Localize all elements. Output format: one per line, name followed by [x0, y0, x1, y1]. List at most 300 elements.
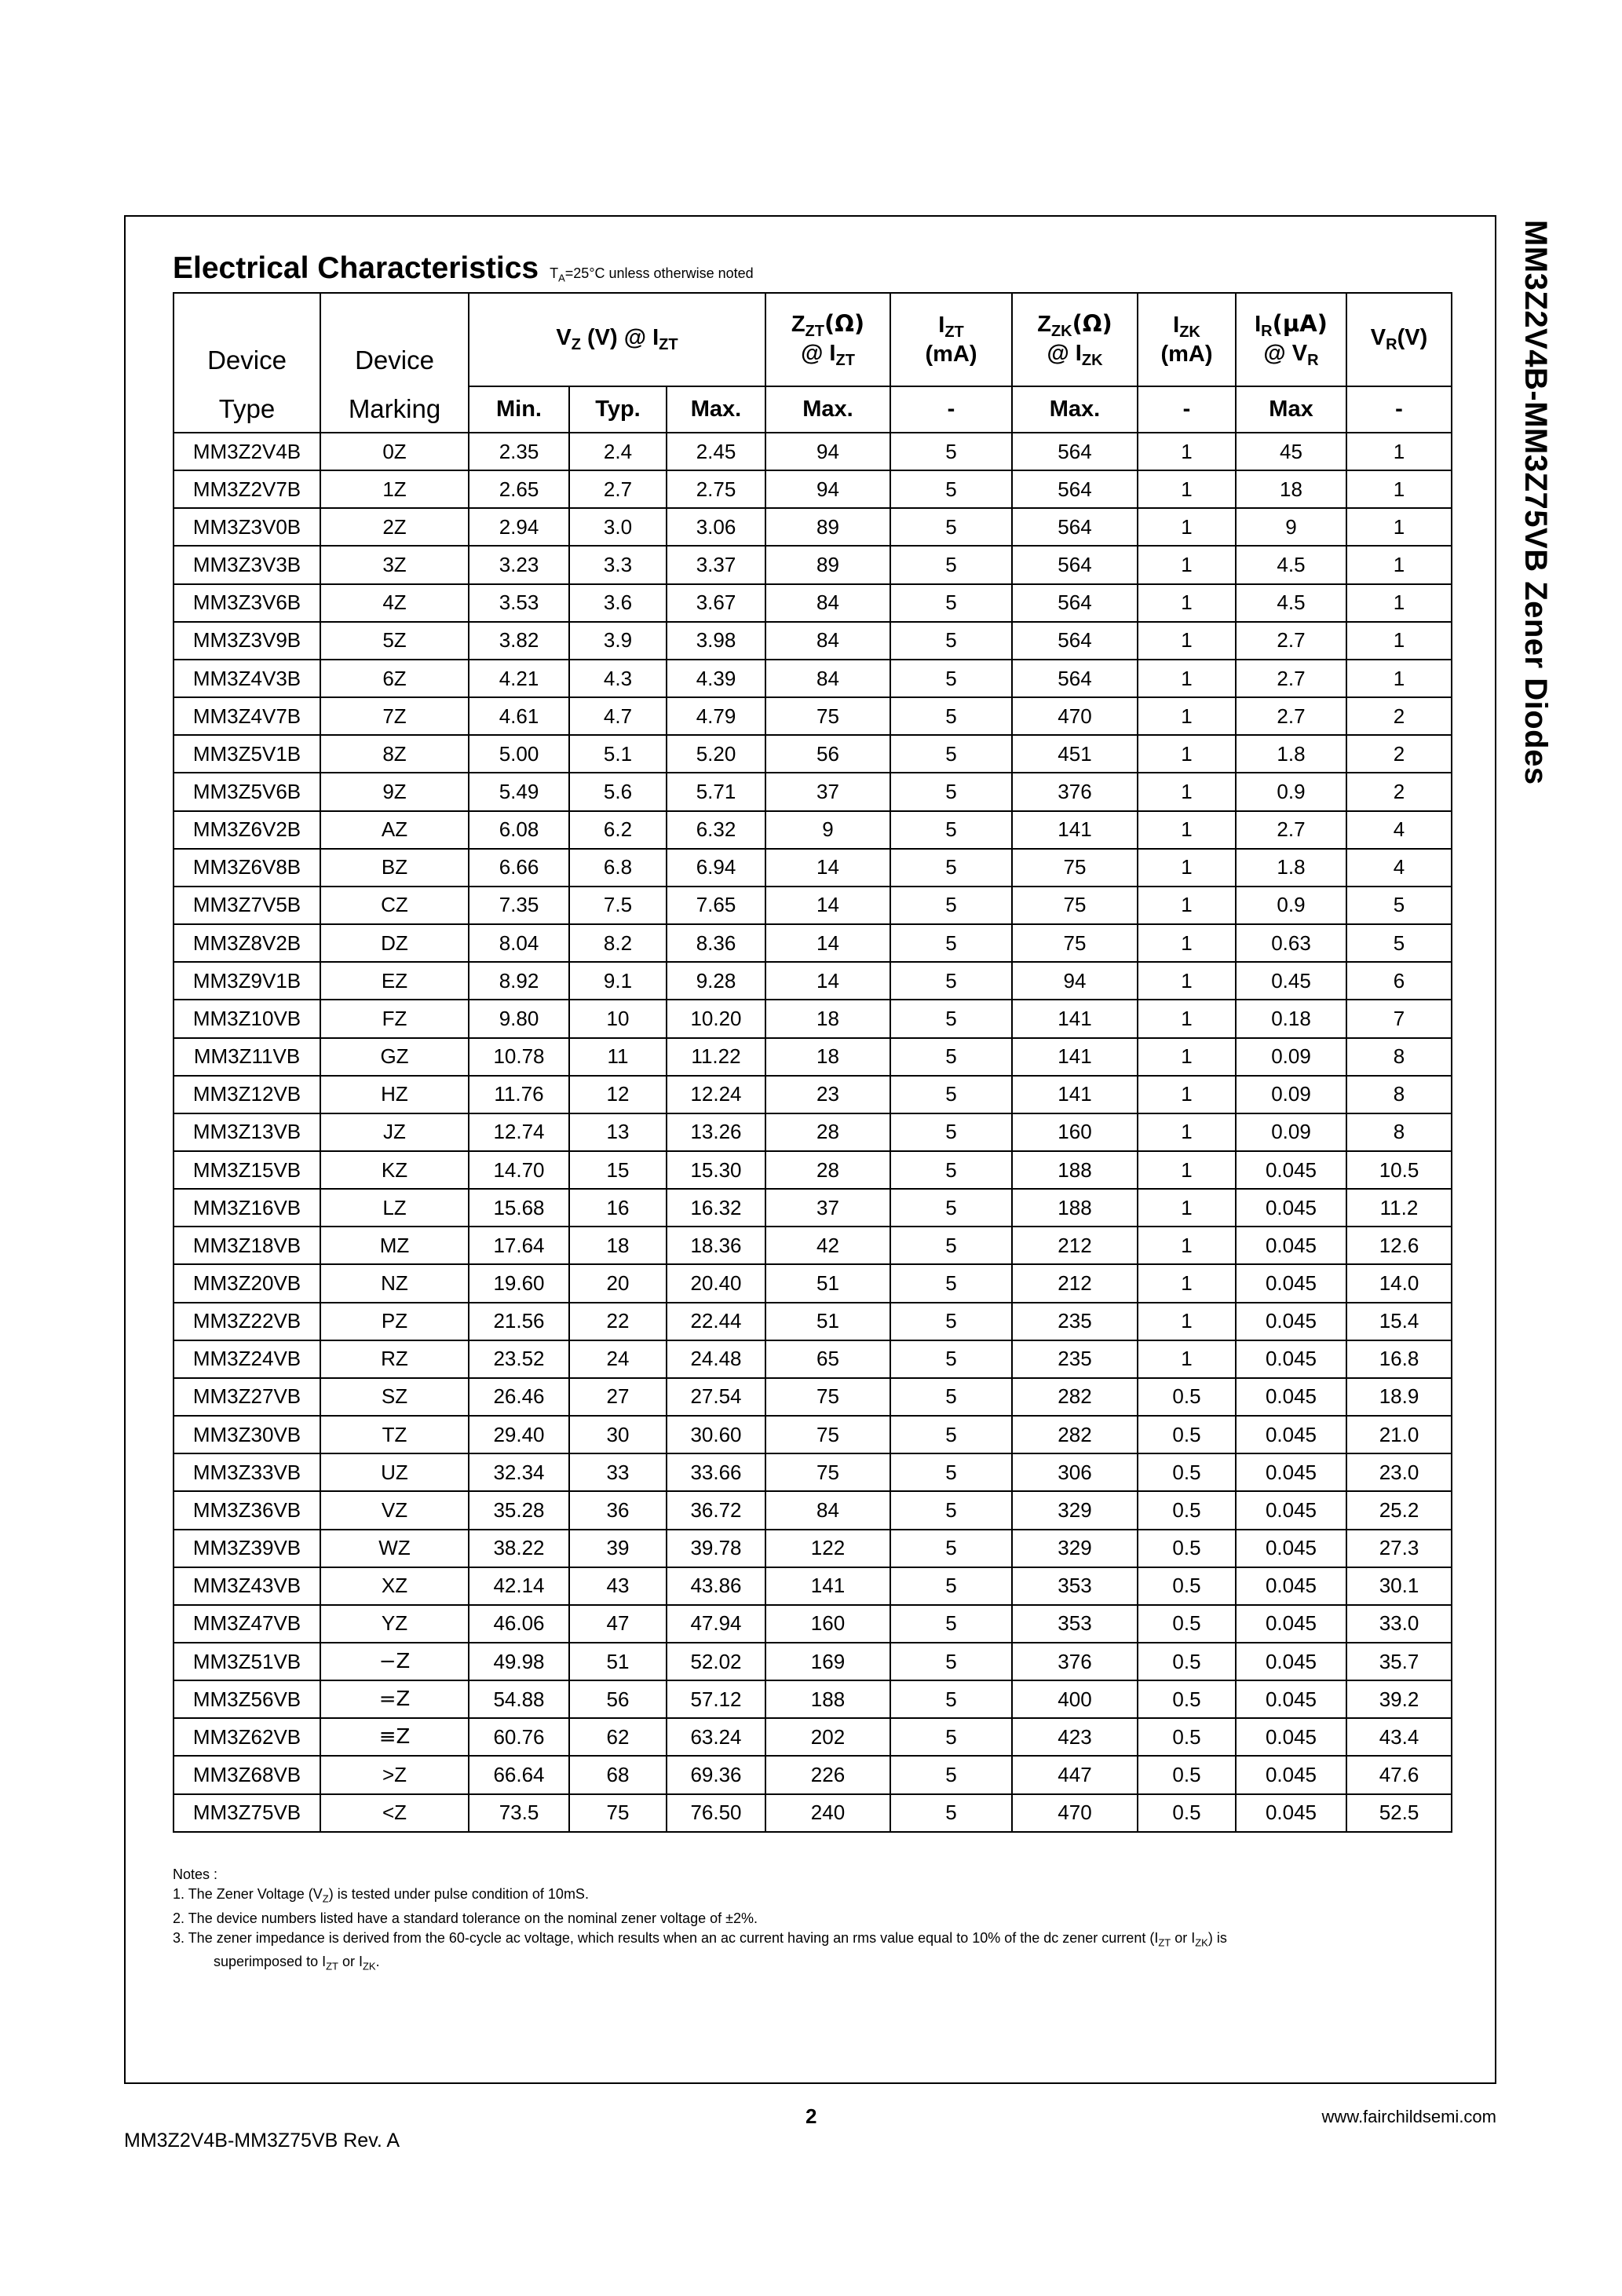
cell-zzt-max: 226: [765, 1756, 890, 1793]
cell-device-type: MM3Z68VB: [174, 1756, 320, 1793]
cell-vz-typ: 3.0: [569, 508, 667, 546]
cell-vz-max: 57.12: [667, 1680, 765, 1718]
cell-zzk-max: 329: [1012, 1530, 1138, 1567]
cell-vz-min: 21.56: [469, 1303, 569, 1340]
cell-izt: 5: [890, 924, 1012, 962]
cell-ir-max: 0.045: [1236, 1794, 1346, 1832]
cell-vz-max: 6.94: [667, 849, 765, 887]
vz-sub2: ZT: [659, 336, 678, 353]
cell-device-type: MM3Z7V5B: [174, 887, 320, 924]
cell-vz-max: 2.45: [667, 433, 765, 470]
cell-zzk-max: 212: [1012, 1264, 1138, 1302]
cell-izk: 1: [1138, 1038, 1236, 1076]
cell-izt: 5: [890, 962, 1012, 1000]
cell-izk: 1: [1138, 773, 1236, 810]
cell-vr: 43.4: [1346, 1718, 1452, 1756]
cell-vz-typ: 4.7: [569, 697, 667, 735]
cell-zzk-max: 376: [1012, 773, 1138, 810]
cell-izt: 5: [890, 1453, 1012, 1491]
cell-zzk-max: 160: [1012, 1113, 1138, 1151]
cell-vz-min: 10.78: [469, 1038, 569, 1076]
cell-zzt-max: 56: [765, 735, 890, 773]
header-ir-max: Max: [1236, 386, 1346, 433]
cell-ir-max: 0.18: [1236, 1000, 1346, 1037]
table-row: [174, 1189, 1452, 1227]
cell-vz-min: 29.40: [469, 1416, 569, 1453]
cell-vz-typ: 68: [569, 1756, 667, 1793]
cell-vz-min: 3.53: [469, 584, 569, 622]
electrical-characteristics-table: [173, 292, 1452, 1833]
cell-ir-max: 4.5: [1236, 546, 1346, 583]
cell-ir-max: 0.045: [1236, 1491, 1346, 1529]
cell-vz-typ: 18: [569, 1227, 667, 1264]
cell-vz-max: 39.78: [667, 1530, 765, 1567]
cell-izt: 5: [890, 1264, 1012, 1302]
cell-vz-max: 69.36: [667, 1756, 765, 1793]
cell-izk: 1: [1138, 1189, 1236, 1227]
cell-ir-max: 0.045: [1236, 1151, 1346, 1189]
cell-izt: 5: [890, 470, 1012, 508]
vz-symbol: V: [556, 325, 572, 350]
cell-zzt-max: 65: [765, 1340, 890, 1378]
cell-izk: 0.5: [1138, 1567, 1236, 1605]
cond-prefix: T: [550, 265, 559, 281]
cell-izk: 1: [1138, 1000, 1236, 1037]
cell-device-marking: 0Z: [320, 433, 469, 470]
note-3-c: ) is: [1207, 1929, 1227, 1946]
cell-ir-max: 0.9: [1236, 773, 1346, 810]
cell-vr: 1: [1346, 546, 1452, 583]
table-row: [174, 811, 1452, 849]
ir-line2-sub: R: [1307, 351, 1319, 369]
cell-vz-typ: 30: [569, 1416, 667, 1453]
vr-sub: R: [1386, 336, 1397, 353]
cell-zzk-max: 235: [1012, 1340, 1138, 1378]
cell-device-type: MM3Z4V7B: [174, 697, 320, 735]
zzt-line2-sub: ZT: [835, 351, 855, 369]
cell-izk: 0.5: [1138, 1378, 1236, 1416]
cell-izk: 1: [1138, 1113, 1236, 1151]
table-row: [174, 1756, 1452, 1793]
cell-vr: 23.0: [1346, 1453, 1452, 1491]
cell-device-type: MM3Z6V2B: [174, 811, 320, 849]
cell-device-marking: XZ: [320, 1567, 469, 1605]
cell-izk: 1: [1138, 1076, 1236, 1113]
cell-device-type: MM3Z5V1B: [174, 735, 320, 773]
cell-zzt-max: 84: [765, 1491, 890, 1529]
cell-izt: 5: [890, 1340, 1012, 1378]
cell-zzk-max: 141: [1012, 1038, 1138, 1076]
table-row: [174, 1416, 1452, 1453]
notes-title: Notes :: [173, 1866, 218, 1882]
note-1-sub: Z: [322, 1892, 329, 1905]
cell-zzt-max: 14: [765, 849, 890, 887]
cell-vr: 10.5: [1346, 1151, 1452, 1189]
cell-ir-max: 9: [1236, 508, 1346, 546]
table-row: [174, 546, 1452, 583]
header-izk: [1138, 293, 1236, 386]
cell-device-marking: CZ: [320, 887, 469, 924]
cell-device-type: MM3Z12VB: [174, 1076, 320, 1113]
cell-izk: 0.5: [1138, 1491, 1236, 1529]
cell-device-marking: RZ: [320, 1340, 469, 1378]
cell-ir-max: 0.045: [1236, 1567, 1346, 1605]
cell-device-marking: SZ: [320, 1378, 469, 1416]
cell-device-type: MM3Z10VB: [174, 1000, 320, 1037]
header-device-marking-line1: Device: [355, 345, 434, 375]
cell-vz-typ: 43: [569, 1567, 667, 1605]
cell-izk: 1: [1138, 584, 1236, 622]
cell-vr: 14.0: [1346, 1264, 1452, 1302]
note-3: [173, 1929, 1227, 1953]
cell-izk: 0.5: [1138, 1756, 1236, 1793]
cell-vz-typ: 20: [569, 1264, 667, 1302]
cell-vz-min: 2.94: [469, 508, 569, 546]
cell-vr: 33.0: [1346, 1605, 1452, 1643]
cell-vr: 35.7: [1346, 1643, 1452, 1680]
cell-ir-max: 0.45: [1236, 962, 1346, 1000]
cell-ir-max: 0.9: [1236, 887, 1346, 924]
header-izk-dash: -: [1138, 386, 1236, 433]
cell-device-type: MM3Z18VB: [174, 1227, 320, 1264]
table-row: [174, 1718, 1452, 1756]
note-1: [173, 1885, 1227, 1909]
cell-zzk-max: 188: [1012, 1151, 1138, 1189]
cell-ir-max: 0.045: [1236, 1189, 1346, 1227]
cell-vr: 8: [1346, 1038, 1452, 1076]
cell-zzt-max: 51: [765, 1264, 890, 1302]
cell-device-marking: GZ: [320, 1038, 469, 1076]
section-heading: [173, 251, 754, 286]
vz-sub: Z: [571, 336, 581, 353]
cell-izt: 5: [890, 1530, 1012, 1567]
cell-izt: 5: [890, 1567, 1012, 1605]
cell-vz-min: 66.64: [469, 1756, 569, 1793]
cell-izt: 5: [890, 1076, 1012, 1113]
header-min: Min.: [469, 386, 569, 433]
cell-device-type: MM3Z3V0B: [174, 508, 320, 546]
header-device-marking: [320, 293, 469, 386]
header-zzk: [1012, 293, 1138, 386]
cell-vz-typ: 24: [569, 1340, 667, 1378]
cell-device-marking: BZ: [320, 849, 469, 887]
cell-vr: 18.9: [1346, 1378, 1452, 1416]
cell-ir-max: 0.045: [1236, 1530, 1346, 1567]
cell-izk: 1: [1138, 924, 1236, 962]
table-row: [174, 1794, 1452, 1832]
cell-zzk-max: 141: [1012, 811, 1138, 849]
table-row: [174, 697, 1452, 735]
cell-vz-typ: 16: [569, 1189, 667, 1227]
cell-zzk-max: 451: [1012, 735, 1138, 773]
cell-device-marking: =Z: [320, 1680, 469, 1718]
cell-izk: 1: [1138, 660, 1236, 697]
cell-device-marking: NZ: [320, 1264, 469, 1302]
cell-zzt-max: 89: [765, 508, 890, 546]
cell-device-marking: UZ: [320, 1453, 469, 1491]
table-row: [174, 1303, 1452, 1340]
cell-vr: 8: [1346, 1113, 1452, 1151]
cell-izt: 5: [890, 735, 1012, 773]
cell-device-type: MM3Z20VB: [174, 1264, 320, 1302]
cell-vz-max: 9.28: [667, 962, 765, 1000]
cell-device-marking: HZ: [320, 1076, 469, 1113]
cell-vz-max: 63.24: [667, 1718, 765, 1756]
cell-zzk-max: 423: [1012, 1718, 1138, 1756]
cell-vr: 2: [1346, 735, 1452, 773]
note-3-continued: [173, 1952, 1227, 1976]
cell-zzk-max: 470: [1012, 1794, 1138, 1832]
cell-vz-max: 76.50: [667, 1794, 765, 1832]
cell-vz-min: 54.88: [469, 1680, 569, 1718]
cell-vz-min: 12.74: [469, 1113, 569, 1151]
cell-vz-typ: 8.2: [569, 924, 667, 962]
cell-izt: 5: [890, 660, 1012, 697]
header-device-type-line1: Device: [207, 345, 287, 375]
table-row: [174, 1151, 1452, 1189]
cell-izt: 5: [890, 1378, 1012, 1416]
cell-vr: 7: [1346, 1000, 1452, 1037]
cell-zzk-max: 282: [1012, 1416, 1138, 1453]
izt-sub: ZT: [944, 323, 964, 341]
cell-vz-min: 7.35: [469, 887, 569, 924]
cell-izk: 1: [1138, 887, 1236, 924]
cell-vz-max: 13.26: [667, 1113, 765, 1151]
cell-izk: 0.5: [1138, 1453, 1236, 1491]
cell-zzt-max: 28: [765, 1113, 890, 1151]
cell-zzk-max: 564: [1012, 546, 1138, 583]
cell-zzt-max: 37: [765, 773, 890, 810]
table-row: [174, 1340, 1452, 1378]
cell-device-marking: DZ: [320, 924, 469, 962]
cell-vr: 15.4: [1346, 1303, 1452, 1340]
cell-vr: 1: [1346, 508, 1452, 546]
table-row: [174, 1113, 1452, 1151]
cell-vz-typ: 5.1: [569, 735, 667, 773]
note-3-sub1: ZT: [1158, 1936, 1171, 1949]
note-3-b: or I: [1171, 1929, 1196, 1946]
cell-vz-typ: 7.5: [569, 887, 667, 924]
izk-symbol: I: [1173, 312, 1180, 338]
cell-izt: 5: [890, 849, 1012, 887]
table-row: [174, 735, 1452, 773]
cell-vr: 1: [1346, 433, 1452, 470]
cell-ir-max: 0.045: [1236, 1303, 1346, 1340]
cell-device-marking: 4Z: [320, 584, 469, 622]
vr-symbol: V: [1370, 325, 1386, 350]
table-row: [174, 849, 1452, 887]
revision-label: MM3Z2V4B-MM3Z75VB Rev. A: [124, 2130, 400, 2152]
cell-vr: 12.6: [1346, 1227, 1452, 1264]
cell-izt: 5: [890, 622, 1012, 660]
cell-device-type: MM3Z3V9B: [174, 622, 320, 660]
cell-vz-min: 3.82: [469, 622, 569, 660]
cell-zzk-max: 376: [1012, 1643, 1138, 1680]
cell-device-type: MM3Z24VB: [174, 1340, 320, 1378]
cell-vz-min: 6.66: [469, 849, 569, 887]
cell-device-type: MM3Z9V1B: [174, 962, 320, 1000]
cell-vz-max: 3.37: [667, 546, 765, 583]
cell-vr: 52.5: [1346, 1794, 1452, 1832]
zzk-line2-sub: ZK: [1081, 351, 1103, 369]
cell-ir-max: 0.045: [1236, 1453, 1346, 1491]
cell-device-marking: 9Z: [320, 773, 469, 810]
table-row: [174, 508, 1452, 546]
cell-zzk-max: 141: [1012, 1076, 1138, 1113]
cell-zzk-max: 447: [1012, 1756, 1138, 1793]
cell-izt: 5: [890, 1756, 1012, 1793]
cell-zzt-max: 75: [765, 1378, 890, 1416]
cell-izk: 0.5: [1138, 1643, 1236, 1680]
header-device-type-2: Type: [174, 386, 320, 433]
cell-vz-typ: 4.3: [569, 660, 667, 697]
cell-vz-min: 38.22: [469, 1530, 569, 1567]
cell-ir-max: 0.045: [1236, 1680, 1346, 1718]
cell-izt: 5: [890, 887, 1012, 924]
cell-device-type: MM3Z16VB: [174, 1189, 320, 1227]
cell-vz-max: 36.72: [667, 1491, 765, 1529]
table-row: [174, 1680, 1452, 1718]
ir-unit: (µA): [1272, 309, 1328, 337]
cell-zzt-max: 75: [765, 697, 890, 735]
header-device-marking-2: Marking: [320, 386, 469, 433]
cell-vz-max: 15.30: [667, 1151, 765, 1189]
cell-vz-max: 43.86: [667, 1567, 765, 1605]
cell-vz-max: 5.71: [667, 773, 765, 810]
cell-zzk-max: 212: [1012, 1227, 1138, 1264]
cell-vz-max: 27.54: [667, 1378, 765, 1416]
zzt-symbol: Z: [791, 311, 806, 337]
ir-sub: R: [1261, 322, 1273, 340]
cell-device-type: MM3Z47VB: [174, 1605, 320, 1643]
cell-zzk-max: 353: [1012, 1605, 1138, 1643]
note-3-f: .: [375, 1954, 380, 1970]
cell-vr: 1: [1346, 660, 1452, 697]
cell-izt: 5: [890, 433, 1012, 470]
cell-ir-max: 0.045: [1236, 1416, 1346, 1453]
cell-vz-typ: 39: [569, 1530, 667, 1567]
cell-izk: 1: [1138, 962, 1236, 1000]
cell-device-marking: >Z: [320, 1756, 469, 1793]
cell-ir-max: 0.045: [1236, 1605, 1346, 1643]
cell-vz-min: 17.64: [469, 1227, 569, 1264]
cell-zzt-max: 89: [765, 546, 890, 583]
zzt-sub: ZT: [805, 322, 824, 340]
cell-device-marking: 7Z: [320, 697, 469, 735]
zzk-unit: (Ω): [1072, 309, 1112, 337]
cell-vz-typ: 12: [569, 1076, 667, 1113]
cell-device-type: MM3Z8V2B: [174, 924, 320, 962]
cell-zzt-max: 122: [765, 1530, 890, 1567]
cell-device-marking: AZ: [320, 811, 469, 849]
cell-device-marking: −Z: [320, 1643, 469, 1680]
cell-vz-typ: 62: [569, 1718, 667, 1756]
cell-vr: 6: [1346, 962, 1452, 1000]
cell-vr: 1: [1346, 622, 1452, 660]
cell-ir-max: 0.09: [1236, 1038, 1346, 1076]
cell-izt: 5: [890, 1227, 1012, 1264]
cell-device-type: MM3Z33VB: [174, 1453, 320, 1491]
cell-izk: 1: [1138, 849, 1236, 887]
izk-unit: (mA): [1160, 341, 1213, 367]
cell-vz-typ: 13: [569, 1113, 667, 1151]
cell-device-type: MM3Z11VB: [174, 1038, 320, 1076]
cell-zzk-max: 94: [1012, 962, 1138, 1000]
cell-vr: 1: [1346, 470, 1452, 508]
cell-zzk-max: 564: [1012, 660, 1138, 697]
cell-izt: 5: [890, 1000, 1012, 1037]
cell-zzk-max: 564: [1012, 433, 1138, 470]
ir-symbol: I: [1255, 311, 1262, 337]
cell-device-marking: 3Z: [320, 546, 469, 583]
ir-line2: @ V: [1263, 340, 1308, 366]
cell-device-marking: <Z: [320, 1794, 469, 1832]
cell-vz-max: 3.98: [667, 622, 765, 660]
cell-device-marking: FZ: [320, 1000, 469, 1037]
cell-izk: 0.5: [1138, 1605, 1236, 1643]
cell-vz-typ: 6.2: [569, 811, 667, 849]
cell-zzt-max: 14: [765, 924, 890, 962]
cond-sub: A: [558, 272, 565, 284]
cell-vz-max: 8.36: [667, 924, 765, 962]
cell-vz-min: 2.35: [469, 433, 569, 470]
cell-vz-max: 24.48: [667, 1340, 765, 1378]
cell-izk: 1: [1138, 1303, 1236, 1340]
table-row: [174, 622, 1452, 660]
note-3-sub4: ZK: [362, 1960, 376, 1972]
header-zzt: [765, 293, 890, 386]
table-body: [174, 433, 1452, 1832]
cell-izk: 1: [1138, 470, 1236, 508]
website-link[interactable]: www.fairchildsemi.com: [1321, 2107, 1496, 2126]
cell-vr: 16.8: [1346, 1340, 1452, 1378]
cell-vz-min: 3.23: [469, 546, 569, 583]
cell-device-type: MM3Z43VB: [174, 1567, 320, 1605]
table-row: [174, 1530, 1452, 1567]
cell-izt: 5: [890, 1491, 1012, 1529]
vr-unit: (V): [1397, 325, 1428, 350]
cell-vz-min: 15.68: [469, 1189, 569, 1227]
cell-izk: 1: [1138, 1264, 1236, 1302]
cell-vr: 5: [1346, 924, 1452, 962]
cell-vz-max: 4.79: [667, 697, 765, 735]
header-max: Max.: [667, 386, 765, 433]
cell-ir-max: 4.5: [1236, 584, 1346, 622]
cell-vz-min: 5.00: [469, 735, 569, 773]
cell-vz-min: 5.49: [469, 773, 569, 810]
cell-device-marking: VZ: [320, 1491, 469, 1529]
cell-zzk-max: 75: [1012, 924, 1138, 962]
cell-vz-typ: 2.7: [569, 470, 667, 508]
cell-vz-typ: 2.4: [569, 433, 667, 470]
table-row: [174, 1038, 1452, 1076]
header-izt-dash: -: [890, 386, 1012, 433]
cell-vz-typ: 11: [569, 1038, 667, 1076]
cell-device-type: MM3Z2V4B: [174, 433, 320, 470]
cell-izk: 0.5: [1138, 1718, 1236, 1756]
zzt-line2: @ I: [801, 340, 836, 366]
table-row: [174, 924, 1452, 962]
cell-vz-max: 11.22: [667, 1038, 765, 1076]
cell-zzk-max: 564: [1012, 584, 1138, 622]
note-3-a: 3. The zener impedance is derived from the 60-cycle ac voltage, which results when an ac current having an rms value equal to 10% of the dc zener current (I: [173, 1929, 1159, 1946]
table-row: [174, 1491, 1452, 1529]
cell-ir-max: 0.045: [1236, 1340, 1346, 1378]
table-row: [174, 773, 1452, 810]
cell-ir-max: 18: [1236, 470, 1346, 508]
cell-ir-max: 0.63: [1236, 924, 1346, 962]
cell-vz-max: 12.24: [667, 1076, 765, 1113]
